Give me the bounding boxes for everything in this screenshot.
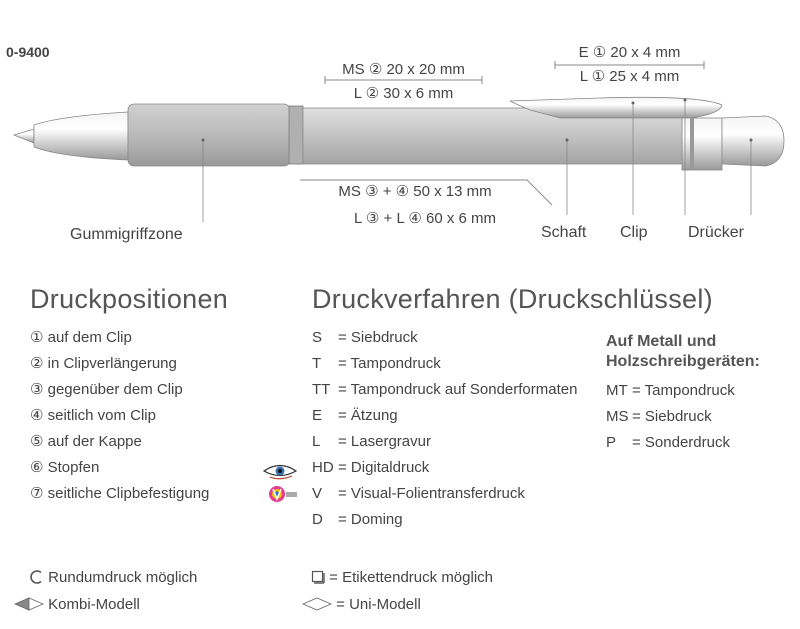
method-code: HD [312, 459, 334, 476]
legend-round-label: Rundumdruck möglich [48, 569, 198, 586]
method-label: = Lasergravur [338, 433, 431, 450]
method-item [312, 455, 577, 481]
dim-top-right-1: E ① 20 x 4 mm [578, 44, 681, 61]
method-label: = Digitaldruck [338, 459, 430, 476]
legend-label-print [311, 569, 493, 586]
method-item [312, 377, 577, 403]
label-print-icon [311, 570, 325, 584]
metal-title-line2: Holzschreibgeräten: [606, 353, 760, 370]
method-item [312, 351, 577, 377]
pen-front-cone [34, 112, 128, 160]
method-code: T [312, 355, 322, 372]
pen-ring [289, 106, 303, 164]
position-item: ⑥ Stopfen [30, 459, 100, 476]
positions-list [30, 325, 209, 507]
pen-grip-zone [128, 104, 290, 166]
method-label: = Doming [338, 511, 403, 528]
metal-list [606, 378, 735, 456]
dim-bottom-2: L ③ + L ④ 60 x 6 mm [353, 210, 497, 227]
metal-label: = Tampondruck [632, 382, 735, 399]
positions-title: Druckpositionen [30, 284, 229, 314]
method-label: = Tampondruck auf Sonderformaten [338, 381, 578, 398]
method-label: = Tampondruck [338, 355, 441, 372]
legend-combi [14, 596, 140, 613]
position-item: ⑤ auf der Kappe [30, 433, 142, 450]
method-item [312, 507, 577, 533]
round-print-icon [30, 570, 44, 584]
method-code: D [312, 511, 323, 528]
combi-model-icon [14, 597, 44, 611]
callout-pusher: Drücker [688, 224, 745, 241]
method-label: = Ätzung [338, 407, 398, 424]
method-code: L [312, 433, 321, 450]
method-item [312, 481, 577, 507]
dim-bottom-1: MS ③ + ④ 50 x 13 mm [338, 183, 492, 200]
dim-top-right-2: L ① 25 x 4 mm [579, 68, 680, 85]
legend-label-print-label: = Etikettendruck möglich [329, 569, 493, 586]
eye-icon [262, 462, 298, 480]
uni-model-icon [302, 597, 332, 611]
callout-grip: Gummigriffzone [70, 226, 183, 243]
visual-transfer-icon [268, 484, 298, 508]
metal-item [606, 378, 735, 404]
method-code: TT [312, 381, 331, 398]
metal-item [606, 404, 735, 430]
metal-code: MT [606, 382, 628, 399]
method-item [312, 403, 577, 429]
legend-uni [302, 596, 421, 613]
legend-round [30, 569, 197, 586]
metal-item [606, 430, 735, 456]
metal-label: = Siebdruck [632, 408, 712, 425]
method-label: = Siebdruck [338, 329, 418, 346]
pen-tip [14, 129, 34, 143]
method-item [312, 429, 577, 455]
methods-list [312, 325, 577, 533]
position-item: ① auf dem Clip [30, 329, 132, 346]
dim-top-left-2: L ② 30 x 6 mm [353, 85, 454, 102]
metal-title-line1: Auf Metall und [606, 333, 717, 350]
method-code: S [312, 329, 323, 346]
method-code: V [312, 485, 323, 502]
model-number: 0-9400 [6, 44, 50, 60]
metal-code: P [606, 434, 617, 451]
legend-uni-label: = Uni-Modell [336, 596, 421, 613]
dim-top-left-1: MS ② 20 x 20 mm [342, 61, 465, 78]
metal-code: MS [606, 408, 629, 425]
callout-shaft: Schaft [541, 224, 587, 241]
metal-label: = Sonderdruck [632, 434, 730, 451]
position-item: ④ seitlich vom Clip [30, 407, 156, 424]
position-item: ② in Clipverlängerung [30, 355, 177, 372]
position-item: ⑦ seitliche Clipbefestigung [30, 485, 210, 502]
method-label: = Visual-Folientransferdruck [338, 485, 525, 502]
method-item [312, 325, 577, 351]
callout-clip: Clip [620, 224, 648, 241]
pen-pusher [722, 116, 784, 166]
metal-title [606, 332, 760, 372]
methods-title: Druckverfahren (Druckschlüssel) [312, 284, 713, 314]
legend-combi-label: Kombi-Modell [48, 596, 140, 613]
pen-end-sleeve [682, 118, 722, 170]
method-code: E [312, 407, 323, 424]
position-item: ③ gegenüber dem Clip [30, 381, 183, 398]
